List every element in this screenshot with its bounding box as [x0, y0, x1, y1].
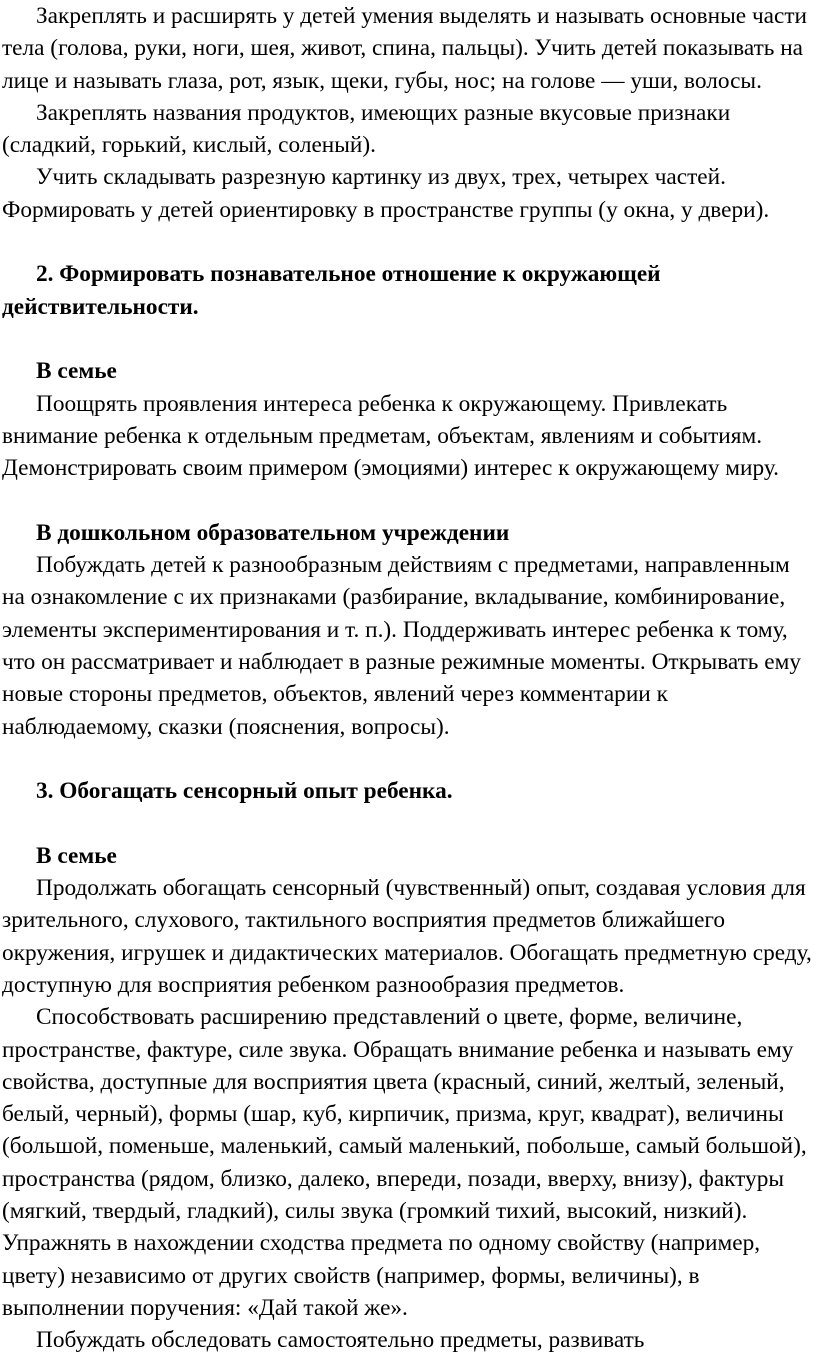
section-2-school-text: Побуждать детей к разнообразным действиям с предметами, направленным на ознакомление с их признаками (разбирание, вкладывание, комбинирование, элементы экспериментирования и т. п.). Поддерживать интерес ребенка к тому, что он рассматривает и наблюдает в разные режимные моменты. Открывать ему новые стороны предметов, объектов, явлений через комментарии к наблюдаемому, сказки (пояснения, вопросы). — [2, 552, 801, 740]
section-3-family-text-2: Способствовать расширению представлений о цвете, форме, величине, пространстве, фактуре, силе звука. Обращать внимание ребенка и называть ему свойства, доступные для восприятия цвета (красный, синий, желтый, зеленый, белый, черный), формы (шар, куб, кирпичик, призма, круг, квадрат), величины (большой, поменьше, маленький, самый маленький, побольше, самый большой), пространства (рядом, близко, далеко, впереди, позади, вверху, внизу), фактуры (мягкий, твердый, гладкий), силы звука (громкий тихий, высокий, низкий). Упражнять в нахождении сходства предмета по одному свойству (например, цвету) независимо от других свойств (например, формы, величины), в выполнении поручения: «Дай такой же». — [2, 1004, 807, 1321]
spacer — [2, 484, 812, 516]
spacer — [2, 807, 812, 839]
section-3-family-text-1: Продолжать обогащать сенсорный (чувственный) опыт, создавая условия для зрительного, слухового, тактильного восприятия предметов ближайшего окружения, игрушек и дидактических материалов. Обогащать предметную среду, доступную для восприятия ребенком разнообразия предметов. — [2, 875, 812, 998]
paragraph-puzzle-orientation: Учить складывать разрезную картинку из двух, трех, четырех частей. Формировать у детей ориентировку в пространстве группы (у окна, у двери). — [2, 164, 770, 223]
section-3-family-text-3: Побуждать обследовать самостоятельно предметы, развивать — [36, 1327, 645, 1354]
section-3-family-heading: В семье — [36, 842, 117, 869]
paragraph-food-tastes: Закреплять названия продуктов, имеющих разные вкусовые признаки (сладкий, горький, кислый, соленый). — [2, 99, 731, 159]
section-2-heading: 2. Формировать познавательное отношение к окружающей действительности. — [2, 261, 661, 320]
section-2-family-heading: В семье — [36, 358, 117, 385]
spacer — [2, 226, 812, 258]
section-2-family-text: Поощрять проявления интереса ребенка к окружающему. Привлекать внимание ребенка к отдельным предметам, объектам, явлениям и событиям. Демонстрировать своим примером (эмоциями) интерес к окружающему миру. — [2, 390, 779, 482]
paragraph-body-parts: Закреплять и расширять у детей умения выделять и называть основные части тела (голова, руки, ноги, шея, живот, спина, пальцы). Учить детей показывать на лице и называть глаза, рот, язык, щеки, губы, нос; на голове — уши, волосы. — [2, 3, 808, 94]
spacer — [2, 743, 812, 775]
section-3-heading: 3. Обогащать сенсорный опыт ребенка. — [36, 778, 453, 805]
spacer — [2, 323, 812, 355]
section-2-school-heading: В дошкольном образовательном учреждении — [36, 519, 510, 546]
